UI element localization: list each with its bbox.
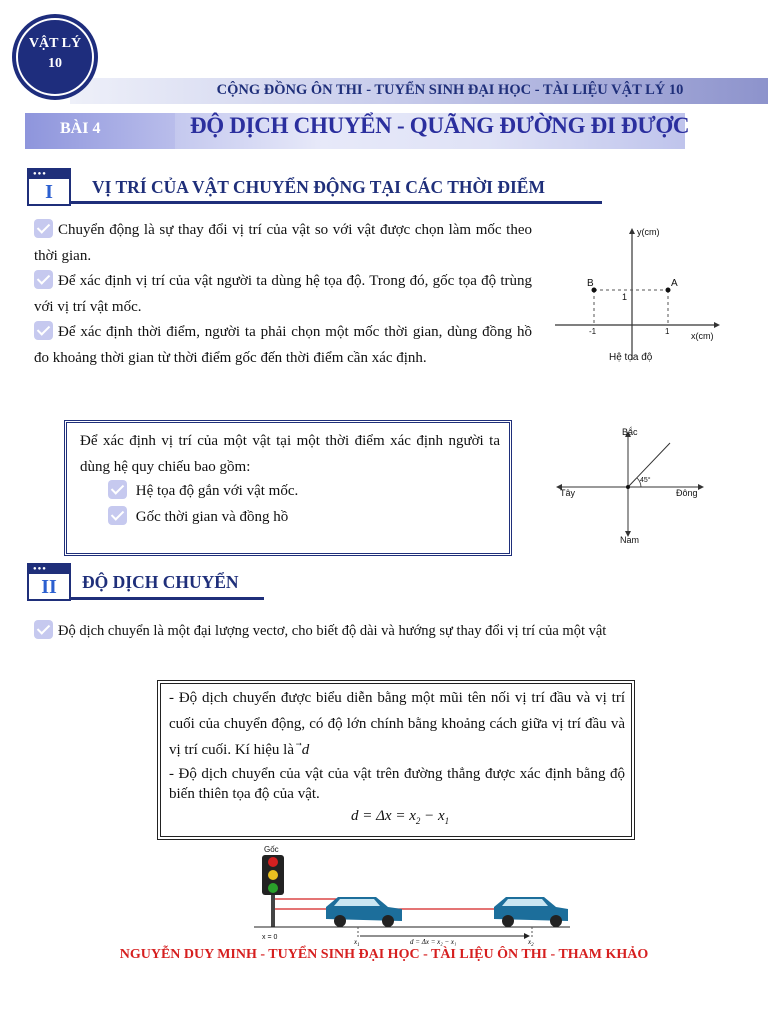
badge-grade: 10 (48, 56, 62, 71)
compass-figure (552, 423, 712, 547)
displacement-illustration (254, 843, 570, 948)
angle-label: 45° (640, 477, 651, 484)
x2-label: $x_2$ (528, 938, 534, 948)
red-light (268, 857, 278, 867)
point-a-label: A (671, 278, 678, 289)
check-icon (34, 219, 53, 238)
displacement-text-1 (169, 685, 625, 763)
south-label: Nam (620, 535, 640, 545)
section-1-title: VỊ TRÍ CỦA VẬT CHUYỂN ĐỘNG TẠI CÁC THỜI ĐIỂM (92, 177, 545, 197)
east-label: Đông (676, 488, 698, 498)
x1-label: $x_1$ (354, 938, 360, 948)
x-axis-label: x(cm) (691, 331, 714, 341)
header-community-text: CỘNG ĐỒNG ÔN THI - TUYỂN SINH ĐẠI HỌC - TÀI LIỆU VẬT LÝ 10 (216, 82, 684, 98)
section-1-numeral: I (45, 181, 53, 203)
list-item (108, 505, 498, 531)
car-initial-icon (326, 897, 402, 927)
lesson-number: BÀI 4 (60, 120, 101, 137)
point-a-marker (666, 288, 671, 293)
section-1-bullets (34, 218, 532, 371)
check-icon (108, 480, 127, 499)
lesson-title: ĐỘ DỊCH CHUYỂN - QUÃNG ĐƯỜNG ĐI ĐƯỢC (190, 113, 690, 138)
coordinate-figure-caption: Hệ tọa độ (609, 352, 653, 363)
footer-text: NGUYỄN DUY MINH - TUYỂN SINH ĐẠI HỌC - TÀI LIỆU ÔN THI - THAM KHẢO (119, 947, 649, 962)
vector-d-symbol: d (301, 742, 310, 758)
yellow-light (268, 870, 278, 880)
x-axis-arrow-icon (714, 322, 720, 328)
bullet-text: Chuyển động là sự thay đổi vị trí của vật so với vật được chọn làm mốc theo thời gian. (34, 222, 532, 264)
check-icon (108, 506, 127, 525)
y-tick-label: 1 (622, 292, 628, 302)
x-tick-positive: 1 (665, 327, 670, 336)
north-label: Bắc (622, 427, 638, 437)
reference-frame-list (108, 479, 498, 530)
origin-point (626, 485, 630, 489)
section-2-underline (70, 597, 264, 600)
bullet-item (34, 218, 532, 269)
displacement-definition-box (160, 683, 632, 837)
east-arrow-icon (698, 484, 704, 490)
figure-formula: d = Δx = x₂ − x₁ (410, 938, 457, 946)
point-b-label: B (587, 278, 594, 289)
x0-label: x = 0 (262, 934, 278, 941)
car-final-icon (494, 897, 568, 927)
badge-subject: VẬT LÝ (28, 36, 82, 51)
bullet-item (34, 320, 532, 371)
section-1-icon: ●●● I (27, 168, 71, 206)
green-light (268, 883, 278, 893)
section-2-bullet (34, 619, 754, 645)
section-2-numeral: II (41, 576, 57, 598)
check-icon (34, 321, 53, 340)
west-label: Tây (560, 488, 576, 498)
displacement-text-2: - Độ dịch chuyển của vật của vật trên đường thẳng được xác định bằng độ biến thiên tọa độ của vật. (169, 766, 625, 802)
reference-frame-intro: Để xác định vị trí của một vật tại một thời điểm xác định người ta dùng hệ quy chiếu bao gồm: (80, 433, 500, 475)
section-2-title: ĐỘ DỊCH CHUYỂN (82, 572, 239, 592)
bullet-text: Độ dịch chuyển là một đại lượng vectơ, cho biết độ dài và hướng sự thay đổi vị trí của một vật (58, 623, 607, 639)
bullet-item (34, 269, 532, 320)
bullet-text: Để xác định thời điểm, người ta phải chọn một mốc thời gian, dùng đồng hồ đo khoảng thời gian từ thời điểm gốc đến thời điểm cần xác định. (34, 324, 532, 366)
traffic-light-pole (271, 895, 275, 927)
y-axis-arrow-icon (629, 228, 635, 234)
y-axis-label: y(cm) (637, 227, 660, 237)
displacement-formula: $d = \Delta x = x_2 - x_1$ (351, 808, 450, 826)
x-tick-negative: -1 (589, 327, 597, 336)
origin-label: Gốc (264, 845, 279, 854)
section-1-underline (70, 201, 602, 204)
displacement-definition-text: - Độ dịch chuyển được biểu diễn bằng một mũi tên nối vị trí đầu và vị trí cuối của chuyển động, có độ lớn chính bằng khoảng cách giữa vị trí đầu và vị trí cuối. Kí hiệu là (169, 690, 625, 758)
coordinate-system-figure (553, 222, 723, 372)
list-item (108, 479, 498, 505)
check-icon (34, 270, 53, 289)
list-item-text: Hệ tọa độ gắn với vật mốc. (135, 483, 299, 499)
badge-label (12, 34, 98, 74)
reference-frame-box (64, 420, 512, 556)
bullet-text: Để xác định vị trí của vật người ta dùng hệ tọa độ. Trong đó, gốc tọa độ trùng với vị trí vật mốc. (34, 273, 532, 315)
list-item-text: Gốc thời gian và đồng hồ (135, 508, 289, 525)
check-icon (34, 620, 53, 639)
section-2-icon: ●●● II (27, 563, 71, 601)
